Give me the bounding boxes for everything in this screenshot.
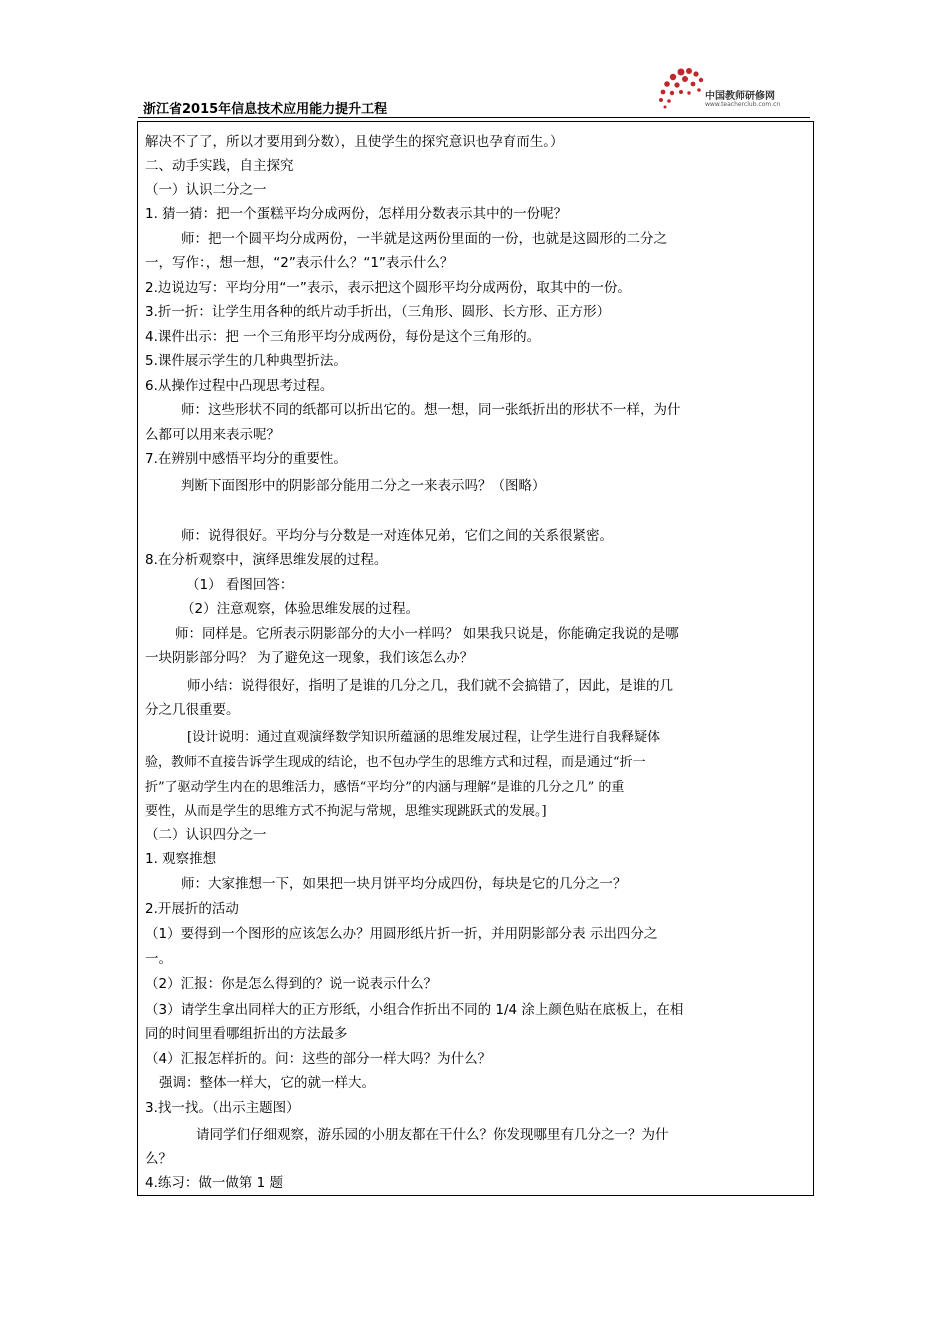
- subsection-heading: （二）认识四分之一: [145, 827, 267, 843]
- text-line: 师：把一个圆平均分成两份，一半就是这两份里面的一份，也就是这圆形的二分之: [181, 231, 667, 247]
- text-line: 2.边说边写：平均分用“一”表示，表示把这个圆形平均分成两份，取其中的一份。: [145, 280, 631, 296]
- design-note-line: 要性，从而是学生的思维方式不拘泥与常规，思维实现跳跃式的发展。]: [145, 804, 547, 819]
- text-line: 一。: [145, 951, 172, 967]
- text-line: （2）汇报：你是怎么得到的？说一说表示什么？: [145, 976, 438, 992]
- text-line: 判断下面图形中的阴影部分能用二分之一来表示吗？（图略）: [181, 478, 546, 494]
- text-line: （3）请学生拿出同样大的正方形纸，小组合作折出不同的 1/4 涂上颜色贴在底板上，在相: [145, 1002, 684, 1018]
- text-line: 4.课件出示：把 一个三角形平均分成两份，每份是这个三角形的。: [145, 329, 541, 345]
- design-note-line: 折”了驱动学生内在的思维活力，感悟“平均分”的内涵与理解“是谁的几分之几” 的重: [145, 780, 625, 795]
- section-heading: 二、动手实践，自主探究: [145, 158, 294, 174]
- text-line: 6.从操作过程中凸现思考过程。: [145, 378, 334, 394]
- text-line: （1）要得到一个图形的应该怎么办？用圆形纸片折一折，并用阴影部分表 示出四分之: [145, 926, 658, 942]
- subsection-heading: （一）认识二分之一: [145, 182, 267, 198]
- text-line: 强调：整体一样大，它的就一样大。: [159, 1075, 375, 1091]
- logo-text: 中国教师研修网: [705, 91, 775, 102]
- text-line: 么都可以用来表示呢？: [145, 427, 280, 443]
- text-line: 分之几很重要。: [145, 702, 240, 718]
- design-note-line: [设计说明：通过直观演绎数学知识所蕴涵的思维发展过程，让学生进行自我释疑体: [187, 730, 661, 745]
- text-line: 5.课件展示学生的几种典型折法。: [145, 353, 347, 369]
- text-line: 师：这些形状不同的纸都可以折出它的。想一想，同一张纸折出的形状不一样，为什: [181, 402, 681, 418]
- text-line: 师：说得很好。平均分与分数是一对连体兄弟，它们之间的关系很紧密。: [181, 528, 613, 544]
- text-line: 4.练习：做一做第 1 题: [145, 1175, 284, 1191]
- text-line: 7.在辨别中感悟平均分的重要性。: [145, 451, 347, 467]
- header-title: 浙江省2015年信息技术应用能力提升工程: [143, 102, 388, 117]
- text-line: 同的时间里看哪组折出的方法最多: [145, 1026, 348, 1042]
- text-line: （4）汇报怎样折的。问：这些的部分一样大吗？为什么？: [145, 1051, 492, 1067]
- text-line: 解决不了了，所以才要用到分数），且使学生的探究意识也孕育而生。）: [145, 134, 564, 150]
- text-line: 师：同样是。它所表示阴影部分的大小一样吗？ 如果我只说是，你能确定我说的是哪: [175, 626, 679, 642]
- text-line: 3.折一折：让学生用各种的纸片动手折出，（三角形、圆形、长方形、正方形）: [145, 304, 611, 320]
- text-line: 请同学们仔细观察，游乐园的小朋友都在干什么？你发现哪里有几分之一？为什: [196, 1127, 669, 1143]
- text-line: 8.在分析观察中，演绎思维发展的过程。: [145, 552, 388, 568]
- text-line: （1） 看图回答：: [186, 577, 294, 593]
- text-line: 2.开展折的活动: [145, 901, 239, 917]
- text-line: （2）注意观察，体验思维发展的过程。: [181, 601, 420, 617]
- text-line: 师：大家推想一下，如果把一块月饼平均分成四份，每块是它的几分之一？: [181, 876, 627, 892]
- text-line: 1. 观察推想: [145, 851, 217, 867]
- header-rule: [138, 117, 810, 118]
- text-line: 一，写作：，想一想，“2”表示什么？“1”表示什么？: [145, 255, 454, 271]
- text-line: 1. 猜一猜：把一个蛋糕平均分成两份，怎样用分数表示其中的一份呢？: [145, 206, 568, 222]
- text-line: 一块阴影部分吗？ 为了避免这一现象，我们该怎么办？: [145, 650, 474, 666]
- design-note-line: 验，教师不直接告诉学生现成的结论，也不包办学生的思维方式和过程，而是通过“折一: [145, 755, 646, 770]
- logo-url: www.teacherclub.com.cn: [705, 101, 781, 108]
- text-line: 3.找一找。（出示主题图）: [145, 1100, 300, 1116]
- text-line: 么？: [145, 1151, 172, 1167]
- text-line: 师小结：说得很好，指明了是谁的几分之几，我们就不会搞错了，因此，是谁的几: [187, 678, 673, 694]
